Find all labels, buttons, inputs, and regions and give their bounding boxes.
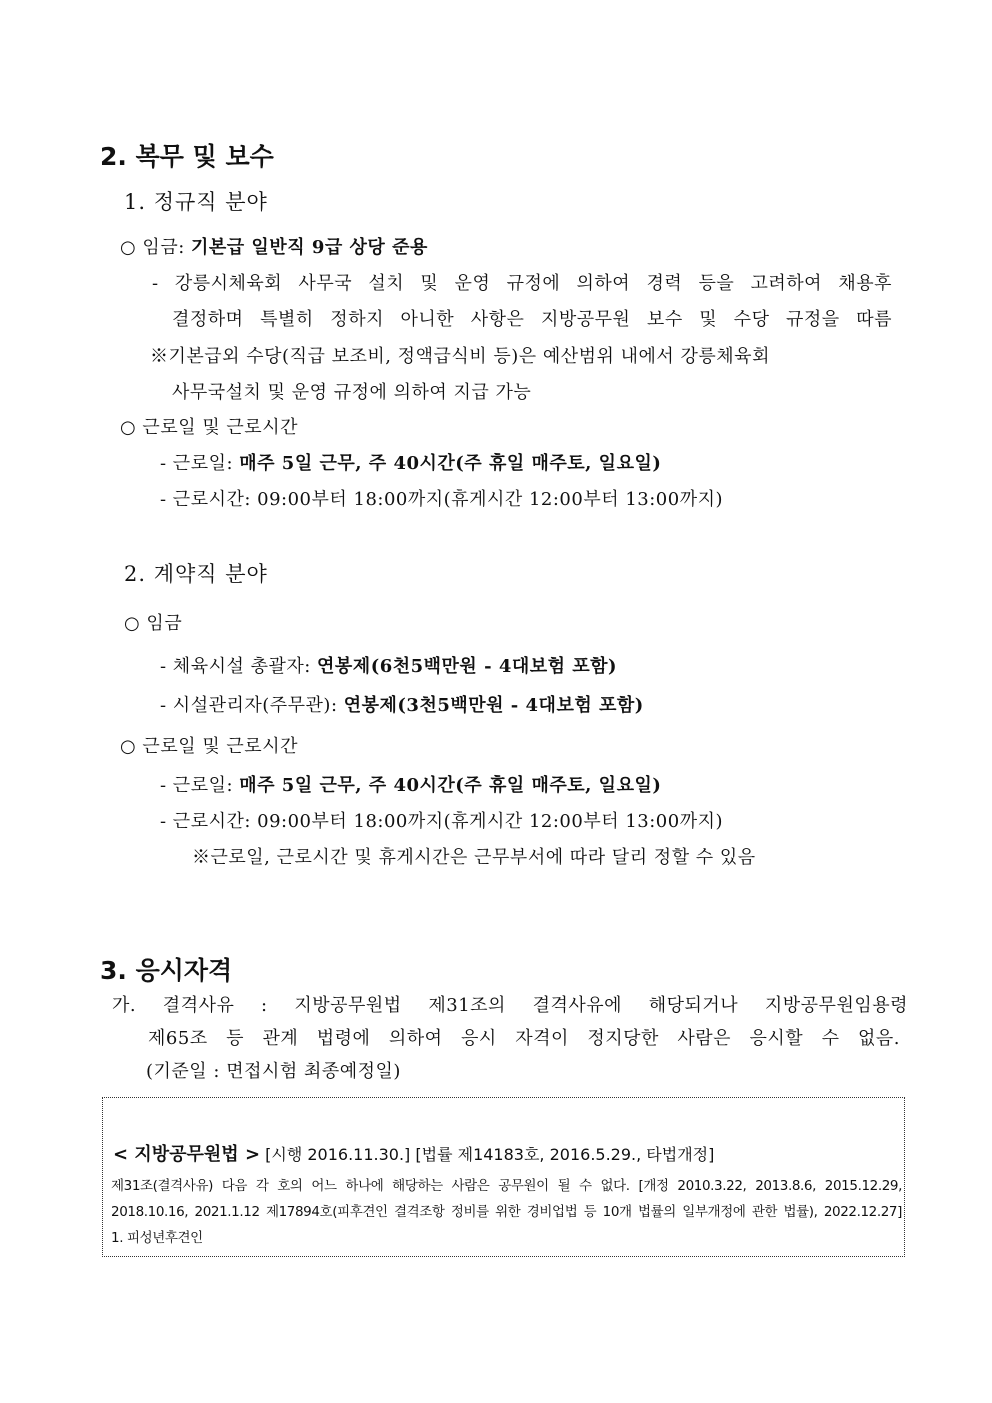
regular-wage-line (120, 233, 428, 259)
law-line-2: 2018.10.16, 2021.1.12 제17894호(피후견인 결격조항 정비를 위한 경비업법 등 10개 법률의 일부개정에 관한 법률), 2022.12.27] (111, 1204, 902, 1220)
eligibility-para-line-1: 가. 결격사유 : 지방공무원법 제31조의 결격사유에 해당되거나 지방공무원임용령 (112, 995, 908, 1016)
contract-worktime-line: - 근로시간: 09:00부터 18:00까지(휴게시간 12:00부터 13:00까지) (160, 811, 723, 832)
item-1-value: 연봉제(6천5백만원 - 4대보험 포함) (317, 656, 618, 677)
regular-note-1-line-2: 결정하며 특별히 정하지 아니한 사항은 지방공무원 보수 및 수당 규정을 따름 (172, 309, 892, 330)
contract-item-1 (160, 652, 617, 678)
regular-note-2-line-2: 사무국설치 및 운영 규정에 의하여 지급 가능 (172, 382, 532, 403)
law-line-1: 제31조(결격사유) 다음 각 호의 어느 하나에 해당하는 사람은 공무원이 될 수 없다. [개정 2010.3.22, 2013.8.6, 2015.12.29, (111, 1178, 902, 1194)
workday-label: - 근로일: (160, 775, 240, 796)
contract-note: ※근로일, 근로시간 및 휴게시간은 근무부서에 따라 달리 정할 수 있음 (192, 847, 756, 868)
item-2-label: - 시설관리자(주무관): (160, 695, 344, 716)
contract-workday-line (160, 771, 661, 797)
law-title-line (113, 1140, 714, 1166)
law-excerpt-box (102, 1097, 905, 1257)
subsection-contract-heading: 2. 계약직 분야 (124, 562, 268, 586)
eligibility-para-line-3: (기준일 : 면접시험 최종예정일) (146, 1061, 401, 1082)
law-line-3: 1. 피성년후견인 (111, 1230, 203, 1246)
item-2-value: 연봉제(3천5백만원 - 4대보험 포함) (343, 695, 644, 716)
regular-workday-heading: ○ 근로일 및 근로시간 (120, 417, 298, 438)
regular-worktime-line: - 근로시간: 09:00부터 18:00까지(휴게시간 12:00부터 13:00까지) (160, 489, 723, 510)
wage-label: ○ 임금: (120, 237, 191, 258)
wage-value: 기본급 일반직 9급 상당 준용 (191, 237, 428, 258)
section-3-heading: 3. 응시자격 (100, 956, 233, 985)
eligibility-para-line-2: 제65조 등 관계 법령에 의하여 응시 자격이 정지당한 사람은 응시할 수 없음. (148, 1028, 900, 1049)
contract-wage-heading: ○ 임금 (124, 613, 183, 634)
regular-note-2-line-1: ※기본급외 수당(직급 보조비, 정액급식비 등)은 예산범위 내에서 강릉체육회 (150, 346, 770, 367)
item-1-label: - 체육시설 총괄자: (160, 656, 318, 677)
regular-note-1-line-1: - 강릉시체육회 사무국 설치 및 운영 규정에 의하여 경력 등을 고려하여 채용후 (152, 273, 892, 294)
contract-item-2 (160, 691, 644, 717)
workday-label: - 근로일: (160, 453, 240, 474)
law-title-suffix: [시행 2016.11.30.] [법률 제14183호, 2016.5.29., 타법개정] (260, 1145, 715, 1164)
regular-workday-line (160, 449, 661, 475)
contract-workday-heading: ○ 근로일 및 근로시간 (120, 736, 298, 757)
law-title: < 지방공무원법 > (113, 1144, 261, 1165)
workday-value: 매주 5일 근무, 주 40시간(주 휴일 매주토, 일요일) (239, 775, 662, 796)
subsection-regular-heading: 1. 정규직 분야 (124, 190, 268, 214)
workday-value: 매주 5일 근무, 주 40시간(주 휴일 매주토, 일요일) (239, 453, 662, 474)
section-2-heading: 2. 복무 및 보수 (100, 142, 274, 171)
